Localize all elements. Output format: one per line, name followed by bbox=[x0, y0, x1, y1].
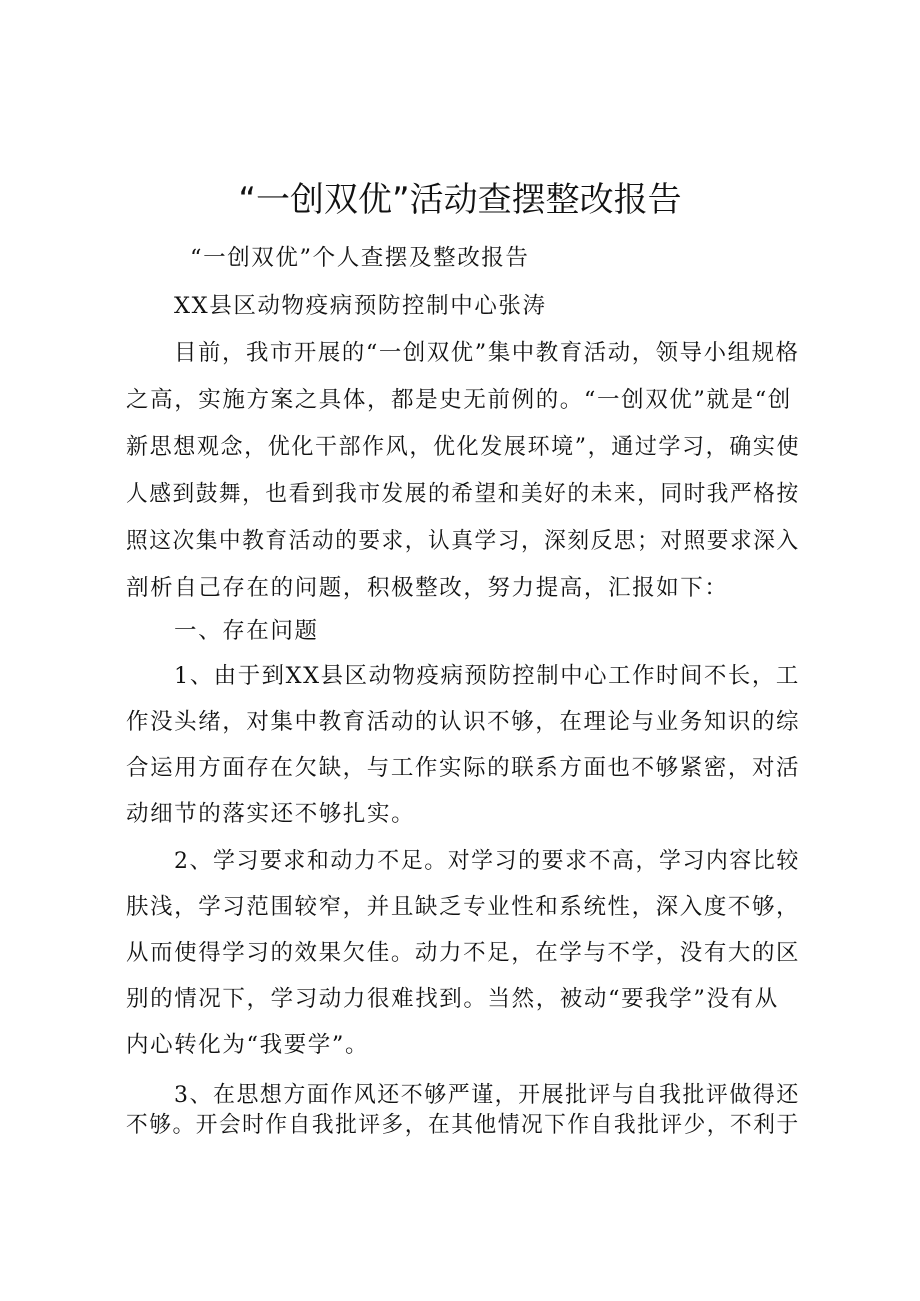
paragraph-line: 2、学习要求和动力不足。对学习的要求不高，学习内容比较 bbox=[174, 848, 800, 874]
paragraph-line: 从而使得学习的效果欠佳。动力不足，在学与不学，没有大的区 bbox=[126, 940, 801, 966]
paragraph-line: 人感到鼓舞，也看到我市发展的希望和美好的未来，同时我严格按 bbox=[126, 481, 800, 507]
paragraph-line: 新思想观念，优化干部作风，优化发展环境”，通过学习，确实使 bbox=[126, 434, 801, 460]
paragraph-line: 3、在思想方面作风还不够严谨，开展批评与自我批评做得还 bbox=[174, 1082, 800, 1108]
paragraph-line: 不够。开会时作自我批评多，在其他情况下作自我批评少，不利于 bbox=[126, 1112, 800, 1138]
paragraph-line: 内心转化为“我要学”。 bbox=[126, 1032, 370, 1058]
paragraph-line: 剖析自己存在的问题，积极整改，努力提高，汇报如下： bbox=[126, 575, 729, 601]
paragraph-line: 目前，我市开展的“一创双优”集中教育活动，领导小组规格 bbox=[174, 340, 800, 366]
document-title: “一创双优”活动查摆整改报告 bbox=[238, 180, 682, 220]
paragraph-line: 肤浅，学习范围较窄，并且缺乏专业性和系统性，深入度不够， bbox=[126, 894, 801, 920]
paragraph-line: 动细节的落实还不够扎实。 bbox=[126, 801, 416, 827]
subtitle: “一创双优”个人查摆及整改报告 bbox=[190, 245, 530, 271]
section-heading: 一、存在问题 bbox=[174, 618, 319, 644]
paragraph-line: 别的情况下，学习动力很难找到。当然，被动“要我学”没有从 bbox=[126, 986, 779, 1012]
paragraph-line: 照这次集中教育活动的要求，认真学习，深刻反思；对照要求深入 bbox=[126, 528, 800, 554]
paragraph-line: 1、由于到XX县区动物疫病预防控制中心工作时间不长，工 bbox=[174, 663, 800, 689]
paragraph-line: 作没头绪，对集中教育活动的认识不够，在理论与业务知识的综 bbox=[126, 709, 801, 735]
paragraph-line: 之高，实施方案之具体，都是史无前例的。“一创双优”就是“创 bbox=[126, 387, 792, 413]
paragraph-line: 合运用方面存在欠缺，与工作实际的联系方面也不够紧密，对活 bbox=[126, 755, 801, 781]
author-line: XX县区动物疫病预防控制中心张涛 bbox=[174, 293, 547, 319]
